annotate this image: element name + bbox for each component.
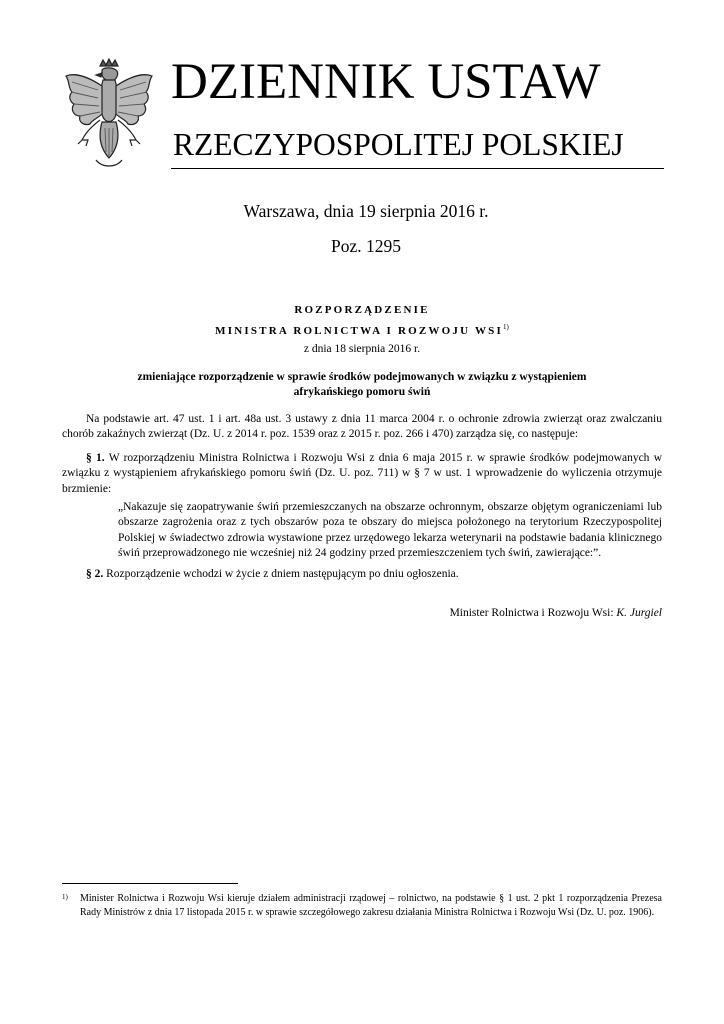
act-subject (62, 370, 662, 400)
section-1-text: W rozporządzeniu Ministra Rolnictwa i Rozwoju Wsi z dnia 6 maja 2015 r. w sprawie środków podejmowanych w związku z wystąpieniem afrykańskiego pomoru świń (Dz. U. poz. 711) w § 7 w ust. 1 wprowadzenie do wyliczenia otrzymuje brzmienie: (62, 452, 663, 495)
journal-title: DZIENNIK USTAW (171, 54, 601, 110)
act-subject-line-1: zmieniające rozporządzenie w sprawie środków podejmowanych w związku z wystąpieniem (137, 371, 587, 383)
act-subject-line-2: afrykańskiego pomoru świń (293, 386, 431, 398)
polish-eagle-icon (62, 58, 156, 172)
act-issuer (0, 320, 724, 338)
signatory-role: Minister Rolnictwa i Rozwoju Wsi: (449, 607, 617, 619)
place-and-date: Warszawa, dnia 19 sierpnia 2016 r. (243, 201, 489, 221)
footnote-mark: 1) (62, 893, 68, 901)
act-date: z dnia 18 sierpnia 2016 r. (303, 343, 421, 355)
footnote-divider (62, 883, 238, 884)
signatory-name: K. Jurgiel (616, 607, 662, 619)
position-number: Poz. 1295 (331, 236, 401, 256)
section-1-label: § 1. (86, 452, 105, 464)
footnote-reference: 1) (502, 323, 509, 331)
journal-subtitle: RZECZYPOSPOLITEJ POLSKIEJ (173, 127, 624, 162)
section-1-paragraph (62, 451, 662, 497)
signature (450, 606, 662, 621)
legal-basis-paragraph: Na podstawie art. 47 ust. 1 i art. 48a ust. 3 ustawy z dnia 11 marca 2004 r. o ochronie zdrowia zwierząt oraz zwalczaniu chorób zakaźnych zwierząt (Dz. U. z 2014 r. poz. 1539 oraz z 2015 r. poz. 266 i 470) zarządza się, co następuje: (62, 413, 662, 441)
issuer-name: MINISTRA ROLNICTWA I ROZWOJU WSI (215, 325, 503, 337)
act-type: ROZPORZĄDZENIE (294, 304, 430, 316)
section-2-paragraph (62, 567, 662, 582)
masthead-divider (171, 168, 664, 169)
quoted-amendment: „Nakazuje się zaopatrywanie świń przemieszczanych na obszarze ochronnym, obszarze objętym ograniczeniami lub obszarze zagrożenia oraz z tych obszarów poza te obszary do miejsca położonego na terytorium Rzeczypospolitej Polskiej w świadectwo zdrowia wystawione przez urzędowego lekarza weterynarii na podstawie badania klinicznego świń przeprowadzonego nie wcześniej niż 24 godziny przed przemieszczeniem tych świń, zawierające:”. (118, 501, 662, 560)
section-2-text: Rozporządzenie wchodzi w życie z dniem następującym po dniu ogłoszenia. (103, 568, 459, 580)
section-2-label: § 2. (86, 568, 104, 580)
footnote-text: Minister Rolnictwa i Rozwoju Wsi kieruje działem administracji rządowej – rolnictwo, na podstawie § 1 ust. 2 pkt 1 rozporządzenia Prezesa Rady Ministrów z dnia 17 listopada 2015 r. w sprawie szczegółowego zakresu działania Ministra Rolnictwa i Rozwoju Wsi (Dz. U. poz. 1906). (80, 893, 662, 918)
